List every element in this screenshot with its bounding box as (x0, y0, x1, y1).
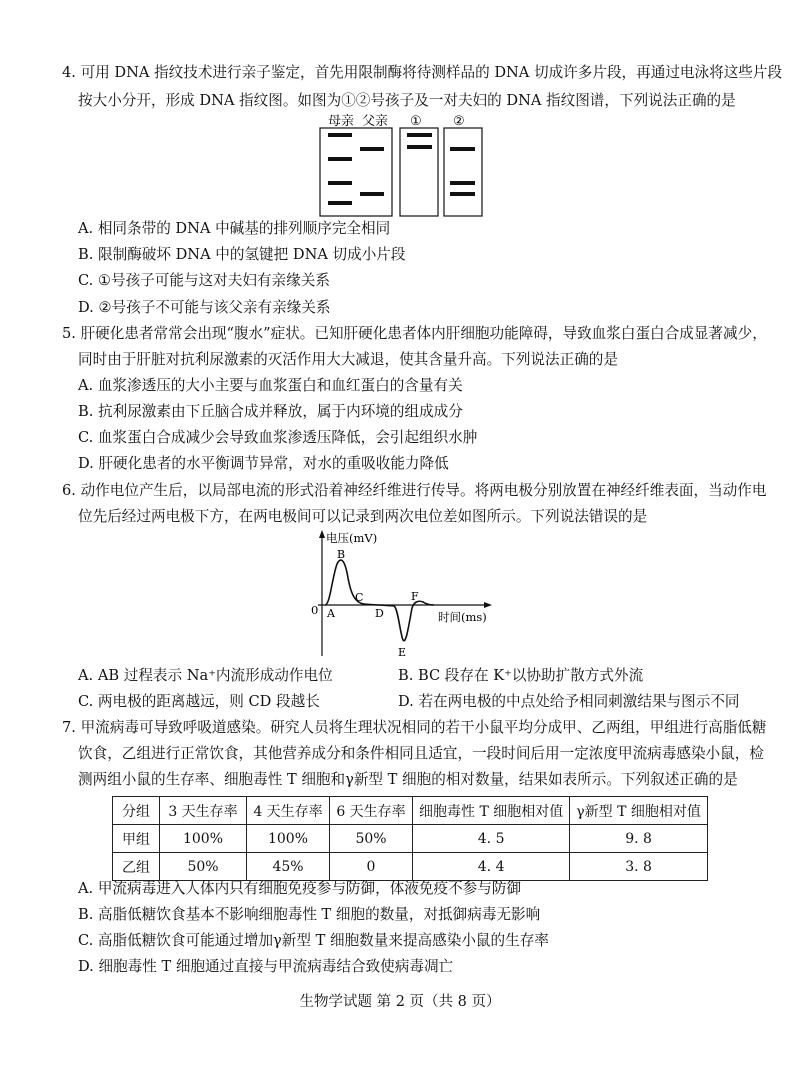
table-cell: 100% (247, 825, 330, 853)
q4-option-d: D. ②号孩子不可能与该父亲有亲缘关系 (78, 299, 331, 316)
gel-lane-child2 (444, 128, 482, 216)
gel-lane-child1 (400, 128, 438, 216)
table-cell: 100% (160, 825, 247, 853)
y-axis-arrow-icon (319, 530, 325, 538)
q5-option-d: D. 肝硬化患者的水平衡调节异常，对水的重吸收能力降低 (78, 455, 449, 472)
q4-stem-line2: 按大小分开，形成 DNA 指纹图。如图为①②号孩子及一对夫妇的 DNA 指纹图谱，下列说法正确的是 (78, 92, 736, 109)
q7-option-a: A. 甲流病毒进入人体内只有细胞免疫参与防御，体液免疫不参与防御 (78, 880, 522, 897)
table-header-cell: 4 天生存率 (247, 797, 330, 825)
table-cell: 50% (160, 853, 247, 881)
gel-bands (328, 133, 475, 205)
q5-stem-line1: 5. 肝硬化患者常常会出现“腹水”症状。已知肝硬化患者体内肝细胞功能障碍，导致血浆白蛋白合成显著减少， (62, 325, 767, 342)
x-axis-arrow-icon (484, 602, 492, 608)
q6-option-d: D. 若在两电极的中点处给予相同刺激结果与图示不同 (398, 693, 740, 710)
results-table (112, 796, 708, 881)
table-cell: 50% (330, 825, 413, 853)
q7-stem-line3: 测两组小鼠的生存率、细胞毒性 T 细胞和γ新型 T 细胞的相对数量，结果如表所示。下列叙述正确的是 (78, 771, 738, 788)
table-cell: 0 (330, 853, 413, 881)
table-header-cell: 6 天生存率 (330, 797, 413, 825)
q5-stem-line2: 同时由于肝脏对抗利尿激素的灭活作用大大减退，使其含量升高。下列说法正确的是 (78, 351, 618, 368)
table-header-cell: 分组 (113, 797, 160, 825)
point-e-label: E (398, 646, 407, 659)
page-footer: 生物学试题 第 2 页（共 8 页） (299, 994, 501, 1010)
q7-stem-line2: 饮食，乙组进行正常饮食，其他营养成分和条件相同且适宜，一段时间后用一定浓度甲流病毒感染小鼠，检 (78, 745, 764, 762)
gel-label-father: 父亲 (362, 114, 389, 129)
table-header-row (113, 797, 708, 825)
q7-option-b: B. 高脂低糖饮食基本不影响细胞毒性 T 细胞的数量，对抵御病毒无影响 (78, 906, 541, 923)
point-d-label: D (375, 607, 384, 620)
point-c-label: C (355, 591, 364, 604)
table-cell: 9. 8 (570, 825, 708, 853)
gel-label-child2: ② (453, 114, 465, 129)
q6-option-a: A. AB 过程表示 Na⁺内流形成动作电位 (78, 667, 333, 684)
gel-label-child1: ① (410, 114, 422, 129)
q4-option-a: A. 相同条带的 DNA 中碱基的排列顺序完全相同 (78, 220, 391, 237)
q4-option-c: C. ①号孩子可能与这对夫妇有亲缘关系 (78, 272, 330, 289)
table-cell: 甲组 (113, 825, 160, 853)
q6-option-c: C. 两电极的距离越远，则 CD 段越长 (78, 693, 320, 710)
q4-stem-line1: 4. 可用 DNA 指纹技术进行亲子鉴定，首先用限制酶将待测样品的 DNA 切成许多片段，再通过电泳将这些片段 (62, 64, 783, 81)
table-cell: 4. 5 (413, 825, 570, 853)
q5-option-b: B. 抗利尿激素由下丘脑合成并释放，属于内环境的组成成分 (78, 403, 463, 420)
table-header-cell: 3 天生存率 (160, 797, 247, 825)
table-cell: 乙组 (113, 853, 160, 881)
q5-option-c: C. 血浆蛋白合成减少会导致血浆渗透压降低，会引起组织水肿 (78, 429, 478, 446)
y-axis-label: 电压(mV) (326, 531, 378, 545)
point-a-label: A (327, 607, 335, 620)
q6-option-b: B. BC 段存在 K⁺以协助扩散方式外流 (398, 667, 644, 684)
q7-option-d: D. 细胞毒性 T 细胞通过直接与甲流病毒结合致使病毒凋亡 (78, 958, 454, 975)
table-cell: 45% (247, 853, 330, 881)
point-b-label: B (337, 548, 346, 561)
table-cell: 4. 4 (413, 853, 570, 881)
q7-option-c: C. 高脂低糖饮食可能通过增加γ新型 T 细胞数量来提高感染小鼠的生存率 (78, 932, 549, 949)
q6-stem-line2: 位先后经过两电极下方，在两电极间可以记录到两次电位差如图所示。下列说法错误的是 (78, 508, 648, 525)
table-header-cell: γ新型 T 细胞相对值 (570, 797, 708, 825)
q5-option-a: A. 血浆渗透压的大小主要与血浆蛋白和血红蛋白的含量有关 (78, 377, 463, 394)
table-cell: 3. 8 (570, 853, 708, 881)
x-axis-label: 时间(ms) (438, 610, 487, 624)
q7-stem-line1: 7. 甲流病毒可导致呼吸道感染。研究人员将生理状况相同的若干小鼠平均分成甲、乙两组，甲组进行高脂低糖 (62, 719, 767, 736)
q4-option-b: B. 限制酶破坏 DNA 中的氢键把 DNA 切成小片段 (78, 246, 406, 263)
action-potential-graph (308, 528, 498, 663)
point-f-label: F (411, 590, 419, 603)
table-row (113, 825, 708, 853)
gel-label-mother: 母亲 (328, 114, 355, 129)
table-header-cell: 细胞毒性 T 细胞相对值 (413, 797, 570, 825)
q6-stem-line1: 6. 动作电位产生后，以局部电流的形式沿着神经纤维进行传导。将两电极分别放置在神经纤维表面，当动作电 (62, 482, 767, 499)
dna-fingerprint-gel (318, 110, 490, 220)
origin-label: 0 (311, 603, 319, 617)
